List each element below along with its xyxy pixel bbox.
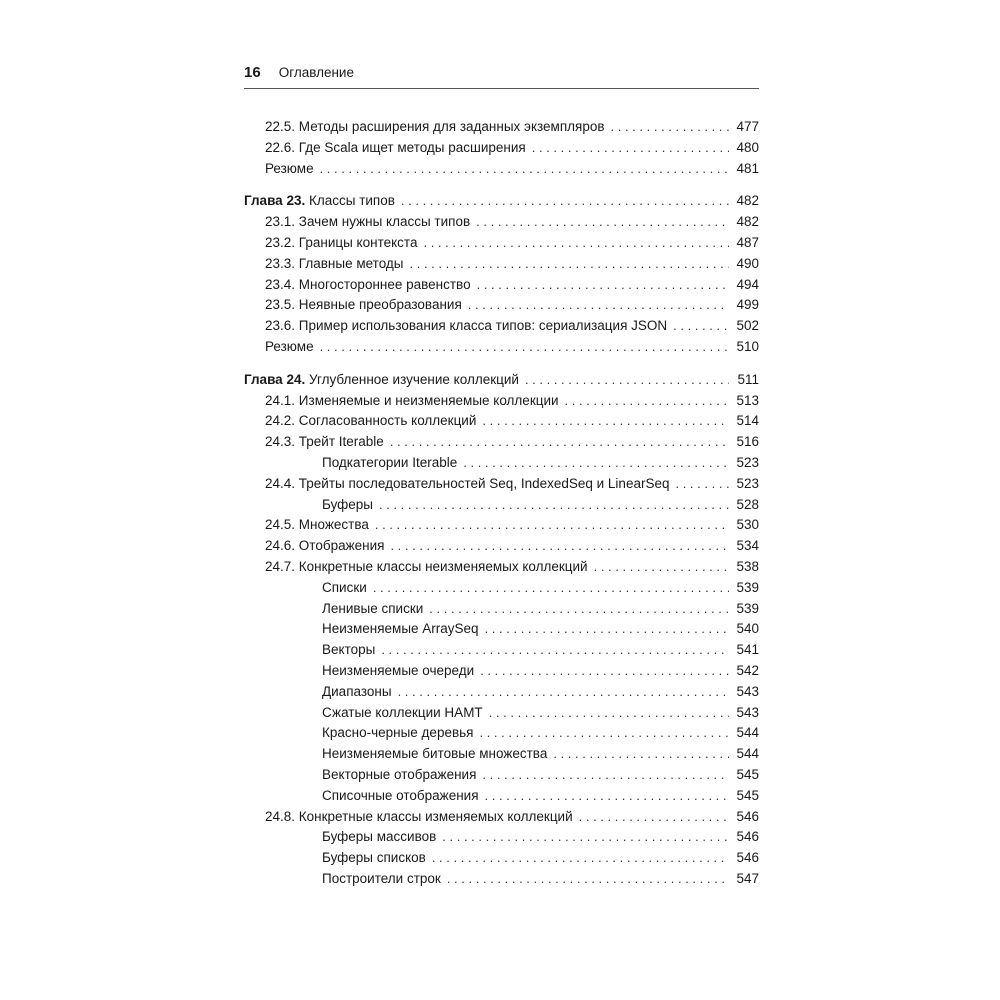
toc-entry (244, 119, 759, 140)
toc-entry-text: Сжатые коллекции HAMT (322, 704, 483, 720)
toc-entry-number: 24.2. (265, 413, 296, 429)
toc-entry-title (265, 318, 667, 333)
toc-entry-text: Трейты последовательностей Seq, IndexedSeq и LinearSeq (298, 475, 670, 491)
toc-entry (244, 809, 759, 830)
toc-entry (244, 767, 759, 788)
toc-entry (244, 256, 759, 277)
toc-page-number: 539 (736, 579, 759, 595)
toc-entry (244, 788, 759, 809)
toc-entry-number: 22.6. (265, 139, 296, 155)
toc-page-number: 523 (736, 454, 759, 470)
dot-leader (565, 393, 729, 408)
toc-entry-number: 24.5. (265, 517, 296, 533)
toc-entry-title (322, 601, 423, 616)
toc-entry-number: 23.2. (265, 234, 296, 250)
toc-entry-title (265, 119, 605, 134)
toc-entry-text: Многостороннее равенство (298, 276, 471, 292)
dot-leader (429, 601, 729, 616)
toc-entry-title (244, 193, 395, 208)
toc-entry-title (265, 339, 314, 354)
toc-entry (244, 829, 759, 850)
toc-page-number: 544 (736, 746, 759, 762)
toc-entry (244, 642, 759, 663)
dot-leader (379, 497, 729, 512)
toc-entry-title (265, 161, 314, 176)
toc-entry-text: Ленивые списки (322, 600, 424, 616)
toc-entry-number: Глава 23. (244, 193, 306, 209)
dot-leader (525, 372, 729, 387)
dot-leader (482, 767, 729, 782)
dot-leader (594, 559, 729, 574)
toc-entry-text: Изменяемые и неизменяемые коллекции (298, 392, 559, 408)
toc-entry (244, 871, 759, 892)
dot-leader (482, 413, 729, 428)
toc-entry-text: Конкретные классы изменяемых коллекций (298, 808, 573, 824)
toc-entry-text: Пример использования класса типов: сериализация JSON (298, 318, 668, 334)
toc-entry-number: 24.1. (265, 392, 296, 408)
toc-page-number: 543 (736, 704, 759, 720)
toc-page-number: 514 (736, 413, 759, 429)
running-head: Оглавление (278, 65, 354, 80)
toc-entry-title (322, 705, 483, 720)
dot-leader (485, 788, 729, 803)
toc-page-number: 541 (736, 642, 759, 658)
toc-entry (244, 601, 759, 622)
toc-entry-number: 23.3. (265, 255, 296, 271)
toc-entry-title (265, 277, 471, 292)
toc-entry-text: Углубленное изучение коллекций (308, 371, 519, 387)
toc-section (244, 119, 759, 181)
toc-entry-title (322, 725, 473, 740)
toc-page-number: 502 (736, 318, 759, 334)
dot-leader (485, 621, 729, 636)
dot-leader (479, 725, 729, 740)
toc-entry-title (265, 393, 559, 408)
toc-entry-text: Диапазоны (322, 683, 392, 699)
toc-page-number: 530 (736, 517, 759, 533)
toc-entry-title (265, 413, 476, 428)
dot-leader (463, 455, 729, 470)
toc-entry-title (322, 684, 392, 699)
toc-entry-text: Отображения (298, 538, 385, 554)
toc-entry-title (322, 829, 436, 844)
toc-entry (244, 476, 759, 497)
dot-leader (442, 829, 729, 844)
dot-leader (373, 580, 729, 595)
toc-page-number: 510 (736, 338, 759, 354)
toc-page-number: 538 (736, 558, 759, 574)
toc-entry-text: Методы расширения для заданных экземпляров (298, 119, 605, 134)
toc-entry-title (265, 809, 573, 824)
toc-entry-number: 23.4. (265, 276, 296, 292)
toc-page-number: 480 (736, 139, 759, 155)
dot-leader (480, 663, 729, 678)
toc-page-number: 482 (736, 214, 759, 230)
toc-page-number: 546 (736, 808, 759, 824)
toc-entry-text: Списочные отображения (322, 787, 479, 803)
toc-entry-title (322, 871, 441, 886)
toc-entry (244, 318, 759, 339)
toc-entry-title (322, 455, 457, 470)
toc-entry-title (265, 297, 462, 312)
toc-entry-text: Построители строк (322, 870, 441, 886)
toc-entry-text: Резюме (265, 338, 314, 354)
toc-entry-text: Буферы массивов (322, 829, 437, 845)
toc-page-number: 477 (736, 119, 759, 134)
toc-page-number: 513 (736, 392, 759, 408)
toc-entry (244, 517, 759, 538)
toc-entry-title (322, 621, 479, 636)
toc-entry-text: Списки (322, 579, 367, 595)
dot-leader (390, 538, 729, 553)
dot-leader (320, 339, 729, 354)
toc-entry (244, 497, 759, 518)
toc-entry-text: Векторы (322, 642, 376, 658)
dot-leader (423, 235, 729, 250)
toc-page-number: 543 (736, 683, 759, 699)
toc-entry (244, 339, 759, 360)
toc-entry (244, 393, 759, 414)
toc-entry-title (265, 538, 384, 553)
toc-entry (244, 161, 759, 182)
toc-page-number: 547 (736, 870, 759, 886)
toc-entry (244, 277, 759, 298)
toc-entry-text: Неизменяемые битовые множества (322, 746, 548, 762)
toc-entry (244, 434, 759, 455)
dot-leader (468, 297, 729, 312)
dot-leader (375, 517, 729, 532)
toc-entry (244, 580, 759, 601)
toc-page-number: 542 (736, 662, 759, 678)
toc-entry (244, 455, 759, 476)
toc-entry-text: Буферы (322, 496, 373, 512)
toc-entry-title (265, 476, 669, 491)
toc-entry-number: Глава 24. (244, 371, 306, 387)
toc-page-number: 499 (736, 297, 759, 313)
toc-chapter-entry (244, 372, 759, 393)
dot-leader (410, 256, 730, 271)
toc-entry-title (322, 746, 547, 761)
toc-entry-number: 23.6. (265, 318, 296, 334)
toc-entry-text: Множества (298, 517, 369, 533)
toc-entry-title (322, 663, 474, 678)
toc-entry (244, 850, 759, 871)
dot-leader (532, 140, 729, 155)
toc-entry-title (322, 850, 426, 865)
toc-entry (244, 663, 759, 684)
toc-page-number: 546 (736, 829, 759, 845)
toc-entry-title (244, 372, 519, 387)
toc-page-number: 534 (736, 538, 759, 554)
toc-entry-number: 24.8. (265, 808, 296, 824)
dot-leader (477, 277, 729, 292)
toc-entry-text: Зачем нужны классы типов (298, 214, 471, 230)
toc-entry-title (265, 517, 369, 532)
toc-entry-title (265, 559, 588, 574)
toc-entry-text: Неявные преобразования (298, 297, 462, 313)
toc-entry-text: Подкатегории Iterable (322, 454, 458, 470)
toc-entry-number: 24.4. (265, 475, 296, 491)
toc-entry-text: Трейт Iterable (298, 434, 384, 450)
dot-leader (320, 161, 729, 176)
dot-leader (611, 119, 729, 134)
toc-entry-text: Где Scala ищет методы расширения (298, 139, 526, 155)
toc-entry-text: Резюме (265, 160, 314, 176)
toc-entry-title (265, 434, 384, 449)
dot-leader (390, 434, 729, 449)
toc-entry-title (322, 767, 476, 782)
dot-leader (432, 850, 729, 865)
toc-page-number: 494 (736, 276, 759, 292)
toc-entry-title (322, 497, 373, 512)
toc-entry (244, 235, 759, 256)
toc-page-number: 516 (736, 434, 759, 450)
toc-entry-title (265, 235, 417, 250)
dot-leader (401, 193, 729, 208)
toc-page-number: 546 (736, 850, 759, 866)
page-number: 16 (244, 64, 261, 81)
book-page (244, 64, 759, 904)
toc-entry-number: 22.5. (265, 119, 296, 134)
toc-page-number: 481 (736, 160, 759, 176)
toc-entry (244, 413, 759, 434)
toc-page-number: 540 (736, 621, 759, 637)
toc-entry (244, 684, 759, 705)
toc-entry-text: Классы типов (308, 193, 395, 209)
toc-entry (244, 621, 759, 642)
toc-section (244, 372, 759, 892)
dot-leader (489, 705, 729, 720)
toc-entry-text: Согласованность коллекций (298, 413, 477, 429)
toc-entry-title (265, 140, 526, 155)
toc-entry (244, 214, 759, 235)
toc-entry-text: Конкретные классы неизменяемых коллекций (298, 558, 588, 574)
toc-entry (244, 559, 759, 580)
page-header (244, 64, 759, 89)
dot-leader (398, 684, 729, 699)
toc-entry-text: Главные методы (298, 255, 404, 271)
toc-page-number: 482 (736, 193, 759, 209)
toc-entry-text: Векторные отображения (322, 766, 477, 782)
toc-entry (244, 297, 759, 318)
toc-entry-title (322, 788, 479, 803)
toc-entry-text: Неизменяемые ArraySeq (322, 621, 479, 637)
table-of-contents (244, 119, 759, 892)
dot-leader (553, 746, 729, 761)
toc-page-number: 511 (737, 371, 759, 387)
toc-entry-text: Красно-черные деревья (322, 725, 474, 741)
toc-entry-title (265, 214, 470, 229)
toc-page-number: 523 (736, 475, 759, 491)
dot-leader (673, 318, 729, 333)
toc-entry (244, 746, 759, 767)
toc-entry-number: 24.7. (265, 558, 296, 574)
toc-entry-text: Неизменяемые очереди (322, 662, 475, 678)
toc-entry-number: 24.6. (265, 538, 296, 554)
toc-entry (244, 705, 759, 726)
toc-entry-title (265, 256, 404, 271)
toc-entry-number: 24.3. (265, 434, 296, 450)
toc-entry (244, 725, 759, 746)
toc-entry-title (322, 642, 375, 657)
toc-page-number: 539 (736, 600, 759, 616)
toc-page-number: 545 (736, 766, 759, 782)
toc-page-number: 490 (736, 255, 759, 271)
toc-page-number: 528 (736, 496, 759, 512)
toc-entry-number: 23.1. (265, 214, 296, 230)
dot-leader (675, 476, 729, 491)
dot-leader (476, 214, 729, 229)
toc-chapter-entry (244, 193, 759, 214)
toc-page-number: 544 (736, 725, 759, 741)
toc-entry-text: Границы контекста (298, 234, 418, 250)
toc-entry-title (322, 580, 367, 595)
dot-leader (381, 642, 729, 657)
toc-page-number: 545 (736, 787, 759, 803)
toc-entry-number: 23.5. (265, 297, 296, 313)
toc-page-number: 487 (736, 234, 759, 250)
toc-entry (244, 538, 759, 559)
toc-entry (244, 140, 759, 161)
dot-leader (447, 871, 729, 886)
toc-entry-text: Буферы списков (322, 850, 426, 866)
toc-section (244, 193, 759, 359)
dot-leader (579, 809, 729, 824)
